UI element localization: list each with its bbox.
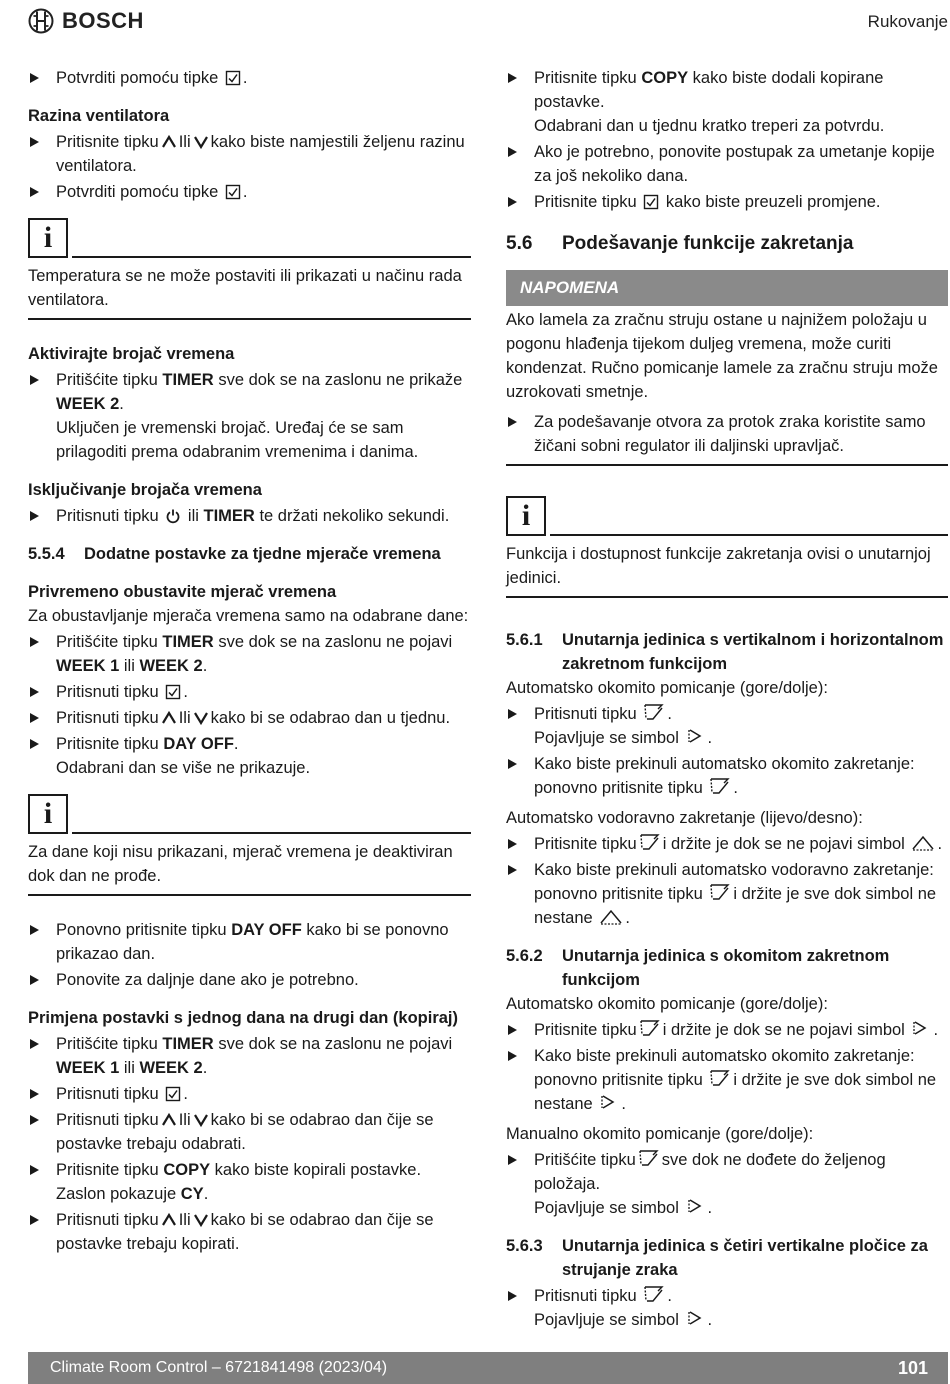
list-item	[506, 66, 948, 138]
list-item	[506, 1018, 948, 1042]
section-text: Unutarnja jedinica s okomitom zakretnom funkcijom	[562, 947, 890, 989]
vertical-swing-symbol-icon	[686, 1308, 706, 1328]
text: sve dok se na zaslonu ne pojavi	[218, 1035, 453, 1053]
section-number: 5.6.3	[506, 1237, 543, 1255]
text: .	[733, 779, 738, 797]
text: ili	[187, 507, 199, 525]
info-text: Za dane koji nisu prikazani, mjerač vremena je deaktiviran dok dan ne prođe.	[28, 834, 471, 896]
list-item	[506, 702, 948, 750]
text: .	[202, 657, 208, 675]
text: .	[233, 735, 239, 753]
chevron-up-icon	[161, 134, 177, 150]
right-column	[506, 64, 948, 1334]
section-text: Unutarnja jedinica s vertikalnom i horizontalnom zakretnom funkcijom	[562, 631, 944, 673]
text: Pritisnuti tipku	[534, 1287, 637, 1305]
notice-box	[506, 308, 948, 466]
info-box	[28, 794, 471, 896]
key-label: TIMER	[162, 371, 214, 389]
bosch-armature-icon	[28, 8, 54, 34]
text: ili	[123, 657, 135, 675]
section-56-title	[506, 232, 948, 256]
text: Pritisnuti tipku	[534, 705, 637, 723]
info-icon: i	[28, 218, 68, 258]
text: Pritisnite tipku	[56, 133, 159, 151]
swing-button-icon	[643, 702, 665, 722]
paragraph: Automatsko vodoravno zakretanje (lijevo/desno):	[506, 809, 863, 827]
timer-on-heading: Aktivirajte brojač vremena	[28, 345, 235, 363]
text: Pritisnite tipku	[534, 69, 637, 87]
section-554-title	[28, 542, 471, 566]
list-item	[506, 832, 948, 856]
list-item: Za podešavanje otvora za protok zraka koristite samo žičani sobni regulator ili daljinski upravljač.	[506, 410, 948, 458]
checkbox-icon	[643, 194, 659, 210]
list-item: Potvrditi pomoću tipke .	[28, 66, 471, 90]
text: Ili	[178, 133, 191, 151]
list-item	[28, 1158, 471, 1206]
swing-button-icon	[638, 1148, 660, 1168]
key-label: DAY OFF	[231, 921, 302, 939]
list-item	[28, 504, 471, 528]
brand-name: BOSCH	[62, 8, 144, 33]
vertical-swing-symbol-icon	[911, 1018, 931, 1038]
text: .	[707, 1199, 713, 1217]
swing-button-icon	[639, 832, 661, 852]
left-column	[28, 64, 471, 1258]
text: Pritisnuti tipku	[56, 709, 159, 727]
section-text: Podešavanje funkcije zakretanja	[562, 233, 854, 254]
section-number: 5.5.4	[28, 545, 65, 563]
chevron-down-icon	[193, 134, 209, 150]
info-icon: i	[506, 496, 546, 536]
pause-heading: Privremeno obustavite mjerač vremena	[28, 583, 337, 601]
timer-off-heading: Isključivanje brojača vremena	[28, 481, 262, 499]
list-item	[28, 706, 471, 730]
text: .	[707, 729, 713, 747]
text: i držite je sve dok simbol ne nestane	[534, 1071, 937, 1113]
list-item	[506, 752, 948, 800]
text: i držite je dok se ne pojavi simbol	[662, 835, 905, 853]
info-text: Temperatura se ne može postaviti ili prikazati u načinu rada ventilatora.	[28, 258, 471, 320]
text: Pritišćite tipku	[56, 1035, 158, 1053]
result-text: Odabrani dan u tjednu kratko treperi za potvrdu.	[534, 117, 885, 135]
paragraph: Automatsko okomito pomicanje (gore/dolje):	[506, 679, 828, 697]
key-label: TIMER	[162, 1035, 214, 1053]
horizontal-swing-symbol-icon	[911, 834, 935, 852]
text: i držite je dok se ne pojavi simbol	[662, 1021, 905, 1039]
list-item	[506, 858, 948, 930]
text: .	[625, 909, 630, 927]
key-label: DAY OFF	[163, 735, 234, 753]
text: Pritisnite tipku	[534, 1021, 637, 1039]
checkbox-icon	[165, 1086, 181, 1102]
text: Pritišćite tipku	[56, 371, 158, 389]
info-box	[506, 496, 948, 598]
list-item: Potvrditi pomoću tipke .	[28, 180, 471, 204]
text: .	[707, 1311, 713, 1329]
list-item	[28, 1208, 471, 1256]
text: Pojavljuje se simbol	[534, 1199, 679, 1217]
swing-button-icon	[639, 1018, 661, 1038]
checkbox-icon	[225, 70, 241, 86]
text: i držite je sve dok simbol ne nestane	[534, 885, 937, 927]
text: Ponovno pritisnite tipku	[56, 921, 227, 939]
text: .	[203, 1185, 209, 1203]
text: Pritisnite tipku	[56, 735, 159, 753]
text: Pritisnite tipku	[534, 835, 637, 853]
key-label: COPY	[163, 1161, 211, 1179]
chevron-down-icon	[193, 1212, 209, 1228]
key-label: WEEK 2	[139, 657, 203, 675]
list-item	[28, 368, 471, 464]
text: Pritišćite tipku	[56, 633, 158, 651]
text: Zaslon pokazuje	[56, 1185, 177, 1203]
text: sve dok ne dođete do željenog položaja.	[534, 1151, 886, 1193]
notice-label: NAPOMENA	[506, 270, 948, 306]
paragraph: Automatsko okomito pomicanje (gore/dolje):	[506, 995, 828, 1013]
text: Pritisnite tipku	[56, 1161, 159, 1179]
key-label: WEEK 1	[56, 1059, 120, 1077]
page-header	[0, 0, 950, 46]
checkbox-icon	[165, 684, 181, 700]
text: .	[202, 1059, 208, 1077]
copy-heading: Primjena postavki s jednog dana na drugi dan (kopiraj)	[28, 1009, 458, 1027]
list-item: Ponovite za daljnje dane ako je potrebno.	[28, 968, 471, 992]
page-number: 101	[897, 1357, 928, 1378]
text: kako bi se ponovno prikazao dan.	[56, 921, 449, 963]
text: Potvrditi pomoću tipke	[56, 69, 219, 87]
text: .	[667, 705, 672, 723]
page-footer	[28, 1352, 948, 1384]
list-item	[28, 130, 471, 178]
text: Ili	[178, 709, 191, 727]
swing-button-icon	[709, 776, 731, 796]
swing-button-icon	[643, 1284, 665, 1304]
notice-text: Ako lamela za zračnu struju ostane u najnižem položaju u pogonu hlađenja tijekom duljeg vremena, može curiti kondenzat. Ručno pomicanje lamele za zračnu struju može uzrokovati smetnje.	[506, 311, 938, 401]
key-label: TIMER	[203, 507, 255, 525]
fan-level-heading: Razina ventilatora	[28, 107, 170, 125]
info-box	[28, 218, 471, 320]
vertical-swing-symbol-icon	[599, 1092, 619, 1112]
section-number: 5.6.2	[506, 947, 543, 965]
paragraph: Manualno okomito pomicanje (gore/dolje):	[506, 1125, 814, 1143]
list-item	[28, 630, 471, 678]
text: .	[933, 1021, 939, 1039]
key-label: COPY	[641, 69, 689, 87]
text: Kako biste prekinuli automatsko okomito zakretanje: ponovno pritisnite tipku	[534, 755, 915, 797]
text: kako biste dodali kopirane postavke.	[534, 69, 884, 111]
key-label: CY	[180, 1185, 204, 1203]
bosch-logo	[28, 8, 144, 34]
text: te držati nekoliko sekundi.	[259, 507, 450, 525]
key-label: WEEK 1	[56, 657, 120, 675]
list-item	[506, 190, 948, 214]
document-id: Climate Room Control – 6721841498 (2023/04)	[50, 1359, 388, 1376]
text: sve dok se na zaslonu ne prikaže	[218, 371, 463, 389]
text: Kako biste prekinuli automatsko okomito zakretanje: ponovno pritisnite tipku	[534, 1047, 915, 1089]
text: Pritisnuti tipku	[56, 1111, 159, 1129]
list-item	[28, 732, 471, 780]
list-item: Ako je potrebno, ponovite postupak za umetanje kopije za još nekoliko dana.	[506, 140, 948, 188]
text: ili	[123, 1059, 135, 1077]
text: Pritisnuti tipku	[56, 683, 159, 701]
list-item	[28, 918, 471, 966]
section-number: 5.6.1	[506, 631, 543, 649]
vertical-swing-symbol-icon	[686, 726, 706, 746]
info-text: Funkcija i dostupnost funkcije zakretanja ovisi o unutarnjoj jedinici.	[506, 536, 948, 598]
swing-button-icon	[709, 882, 731, 902]
text: Ili	[178, 1211, 191, 1229]
text: .	[667, 1287, 672, 1305]
text: Pritisnuti tipku	[56, 507, 159, 525]
section-text: Unutarnja jedinica s četiri vertikalne pločice za strujanje zraka	[562, 1237, 928, 1279]
section-text: Dodatne postavke za tjedne mjerače vremena	[84, 545, 441, 563]
list-item	[506, 1044, 948, 1116]
section-561-title	[506, 628, 948, 676]
horizontal-swing-symbol-icon	[599, 908, 623, 926]
section-563-title	[506, 1234, 948, 1282]
swing-button-icon	[709, 1068, 731, 1088]
pause-intro: Za obustavljanje mjerača vremena samo na odabrane dane:	[28, 607, 469, 625]
text: Kako biste prekinuli automatsko vodoravno zakretanje: ponovno pritisnite tipku	[534, 861, 934, 903]
text: Pritisnite tipku	[534, 193, 637, 211]
list-item	[28, 1032, 471, 1080]
text: kako bi se odabrao dan čije se postavke trebaju kopirati.	[56, 1211, 434, 1253]
text: sve dok se na zaslonu ne pojavi	[218, 633, 453, 651]
text: Potvrditi pomoću tipke	[56, 183, 219, 201]
chevron-down-icon	[193, 1112, 209, 1128]
chevron-up-icon	[161, 1112, 177, 1128]
key-label: WEEK 2	[139, 1059, 203, 1077]
text: Pojavljuje se simbol	[534, 729, 679, 747]
text: .	[119, 395, 124, 413]
text: .	[937, 835, 943, 853]
section-title: Rukovanje	[867, 12, 948, 31]
chevron-up-icon	[161, 710, 177, 726]
power-icon	[165, 508, 181, 524]
checkbox-icon	[225, 184, 241, 200]
text: Pojavljuje se simbol	[534, 1311, 679, 1329]
list-item: Pritisnuti tipku .	[28, 680, 471, 704]
list-item	[28, 1108, 471, 1156]
text: Pritišćite tipku	[534, 1151, 636, 1169]
chevron-up-icon	[161, 1212, 177, 1228]
text: Pritisnuti tipku	[56, 1085, 159, 1103]
text: kako biste kopirali postavke.	[214, 1161, 422, 1179]
key-label: TIMER	[162, 633, 214, 651]
section-562-title	[506, 944, 948, 992]
result-text: Odabrani dan se više ne prikazuje.	[56, 759, 311, 777]
text: .	[621, 1095, 626, 1113]
chevron-down-icon	[193, 710, 209, 726]
section-number: 5.6	[506, 233, 533, 254]
text: kako biste namjestili željenu razinu ventilatora.	[56, 133, 465, 175]
text: kako biste preuzeli promjene.	[665, 193, 881, 211]
text: Pritisnuti tipku	[56, 1211, 159, 1229]
result-text: Uključen je vremenski brojač. Uređaj će se sam prilagoditi prema odabranim vremenima i danima.	[56, 419, 419, 461]
list-item	[506, 1284, 948, 1332]
list-item	[506, 1148, 948, 1220]
list-item: Pritisnuti tipku .	[28, 1082, 471, 1106]
text: kako bi se odabrao dan u tjednu.	[210, 709, 451, 727]
key-label: WEEK 2	[56, 395, 120, 413]
text: Ili	[178, 1111, 191, 1129]
vertical-swing-symbol-icon	[686, 1196, 706, 1216]
info-icon: i	[28, 794, 68, 834]
text: kako bi se odabrao dan čije se postavke trebaju odabrati.	[56, 1111, 434, 1153]
